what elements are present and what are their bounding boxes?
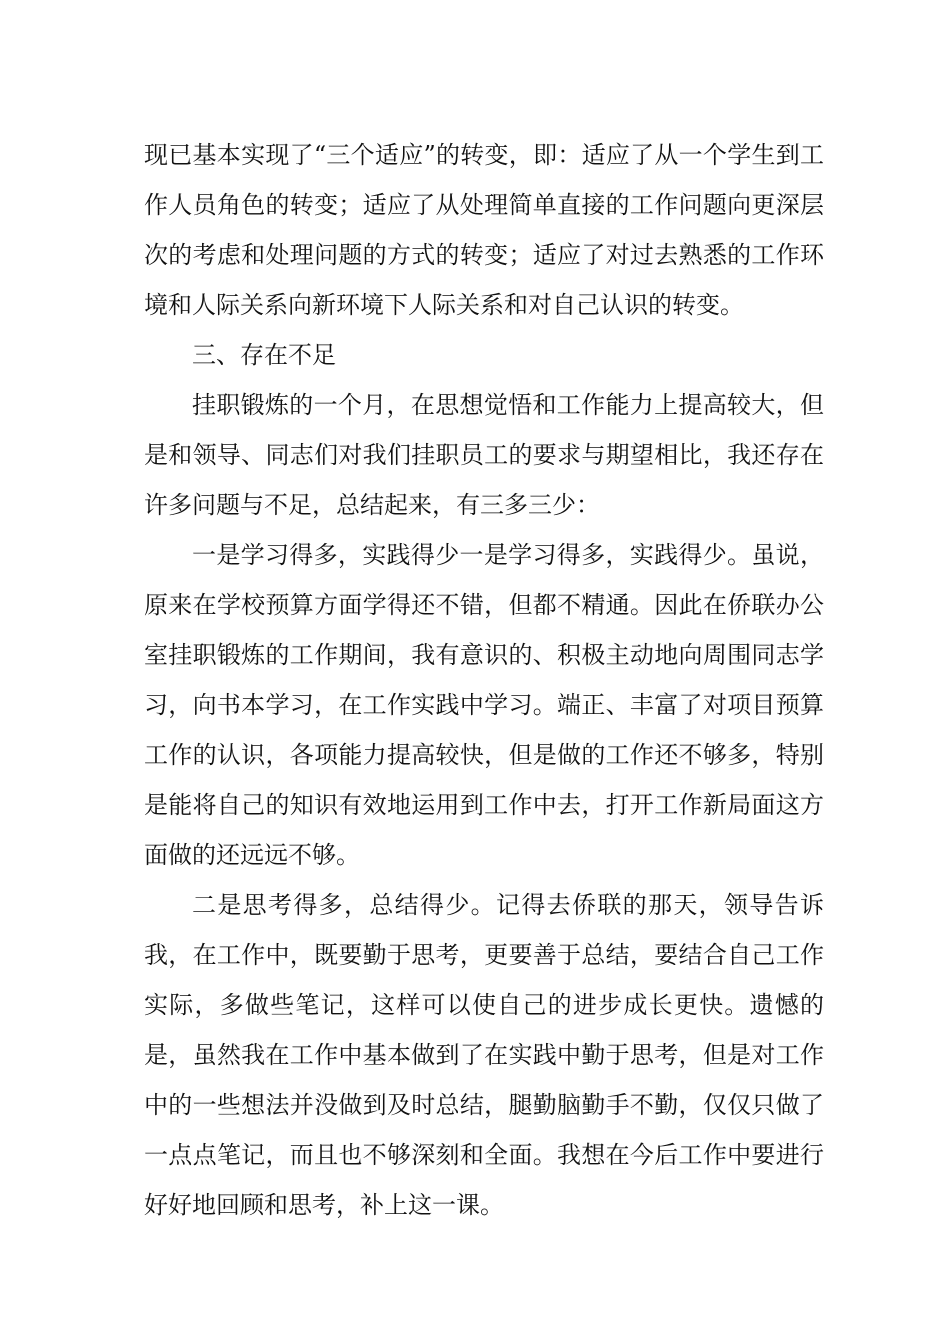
paragraph-adaptation-summary: 现已基本实现了“三个适应”的转变，即：适应了从一个学生到工作人员角色的转变；适应了从处理简单直接的工作问题向更深层次的考虑和处理问题的方式的转变；适应了对过去熟悉的工作环境和人际关系向新环境下人际关系和对自己认识的转变。 <box>144 141 824 319</box>
paragraph-shortcomings-intro: 挂职锻炼的一个月，在思想觉悟和工作能力上提高较大，但是和领导、同志们对我们挂职员工的要求与期望相比，我还存在许多问题与不足，总结起来，有三多三少： <box>144 391 824 519</box>
section-heading-shortcomings: 三、存在不足 <box>192 341 336 369</box>
paragraph-think-summarize: 二是思考得多，总结得少。记得去侨联的那天，领导告诉我，在工作中，既要勤于思考，更要善于总结，要结合自己工作实际，多做些笔记，这样可以使自己的进步成长更快。遗憾的是，虽然我在工作中基本做到了在实践中勤于思考，但是对工作中的一些想法并没做到及时总结，腿勤脑勤手不勤，仅仅只做了一点点笔记，而且也不够深刻和全面。我想在今后工作中要进行好好地回顾和思考，补上这一课。 <box>144 891 824 1219</box>
paragraph-study-practice: 一是学习得多，实践得少一是学习得多，实践得少。虽说，原来在学校预算方面学得还不错，但都不精通。因此在侨联办公室挂职锻炼的工作期间，我有意识的、积极主动地向周围同志学习，向书本学习，在工作实践中学习。端正、丰富了对项目预算工作的认识，各项能力提高较快，但是做的工作还不够多，特别是能将自己的知识有效地运用到工作中去，打开工作新局面这方面做的还远远不够。 <box>144 541 824 869</box>
document-body <box>144 130 824 1230</box>
